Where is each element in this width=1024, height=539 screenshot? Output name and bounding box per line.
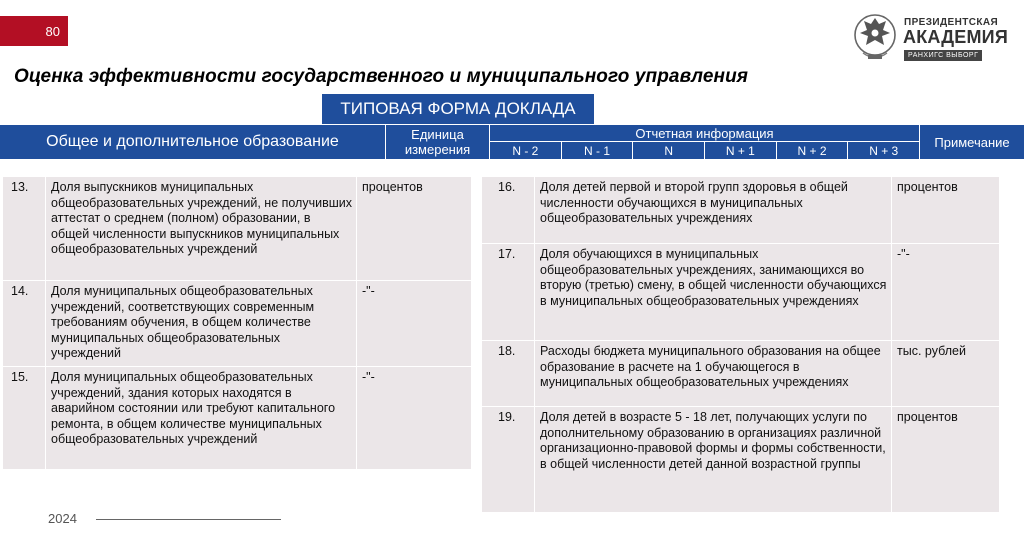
table-row: [482, 407, 999, 512]
page-number-badge: [0, 16, 68, 46]
header-section: Общее и дополнительное образование: [0, 125, 386, 159]
header-unit-line-1: Единица: [411, 127, 464, 142]
header-period: N + 1: [705, 142, 777, 159]
slide-title: Оценка эффективности государственного и муниципального управления: [14, 66, 749, 87]
row-unit: процентов: [362, 180, 423, 194]
form-title: ТИПОВАЯ ФОРМА ДОКЛАДА: [322, 94, 594, 124]
table-row: [482, 177, 999, 244]
header-unit: [386, 125, 490, 159]
row-number: 13.: [11, 180, 29, 194]
footer-year: 2024: [48, 511, 77, 526]
footer-divider: [96, 519, 281, 520]
indicator-table-right: [482, 177, 999, 512]
table-row: [482, 341, 999, 407]
table-row: [3, 367, 471, 469]
header-period: N: [633, 142, 705, 159]
row-description: Доля детей в возрасте 5 - 18 лет, получающих услуги по дополнительному образованию в организациях различной организационно-правовой формы и формы собственности, в общей численности детей данной возрастной группы: [534, 407, 892, 512]
row-unit: -"-: [362, 370, 375, 384]
indicator-table-left: [3, 177, 471, 469]
row-number: 17.: [498, 247, 516, 261]
row-number: 14.: [11, 284, 29, 298]
row-unit: -"-: [897, 247, 910, 261]
table-row: [3, 281, 471, 367]
header-period: N - 1: [562, 142, 634, 159]
row-number: 15.: [11, 370, 29, 384]
row-number: 18.: [498, 344, 516, 358]
table-row: [482, 244, 999, 341]
eagle-emblem-icon: [852, 8, 898, 66]
row-description: Доля детей первой и второй групп здоровья в общей численности обучающихся в муниципальных общеобразовательных учреждениях: [534, 177, 892, 243]
row-number: 19.: [498, 410, 516, 424]
logo-line-1: ПРЕЗИДЕНТСКАЯ: [904, 17, 999, 28]
table-header: [0, 125, 1024, 159]
row-description: Доля муниципальных общеобразовательных учреждений, здания которых находятся в аварийном состоянии или требуют капитального ремонта, в общем количестве муниципальных общеобразовательных учреждений: [45, 367, 357, 469]
header-unit-line-2: измерения: [404, 142, 471, 157]
row-unit: процентов: [897, 180, 958, 194]
table-row: [3, 177, 471, 281]
row-number: 16.: [498, 180, 516, 194]
page-number: 80: [45, 23, 60, 39]
row-description: Доля муниципальных общеобразовательных учреждений, соответствующих современным требованиям обучения, в общем количестве муниципальных общеобразовательных учреждений: [45, 281, 357, 366]
header-periods: [490, 142, 920, 159]
academy-logo: [852, 8, 1012, 66]
row-description: Доля обучающихся в муниципальных общеобразовательных учреждениях, занимающихся во вторую (третью) смену, в общей численности обучающихся в муниципальных общеобразовательных учреждениях: [534, 244, 892, 340]
row-description: Расходы бюджета муниципального образования на общее образование в расчете на 1 обучающегося в муниципальных общеобразовательных учреждениях: [534, 341, 892, 406]
row-unit: тыс. рублей: [897, 344, 966, 358]
header-period: N + 2: [777, 142, 849, 159]
header-period: N + 3: [848, 142, 920, 159]
row-unit: -"-: [362, 284, 375, 298]
logo-line-2: АКАДЕМИЯ: [903, 27, 1008, 47]
row-description: Доля выпускников муниципальных общеобразовательных учреждений, не получивших аттестат о среднем (полном) образовании, в общей численности выпускников муниципальных общеобразовательных учреждений: [45, 177, 357, 280]
header-period: N - 2: [490, 142, 562, 159]
header-note: Примечание: [934, 134, 1010, 150]
header-report: Отчетная информация: [490, 125, 920, 142]
logo-line-3: РАНХИГС ВЫБОРГ: [904, 50, 982, 61]
row-unit: процентов: [897, 410, 958, 424]
